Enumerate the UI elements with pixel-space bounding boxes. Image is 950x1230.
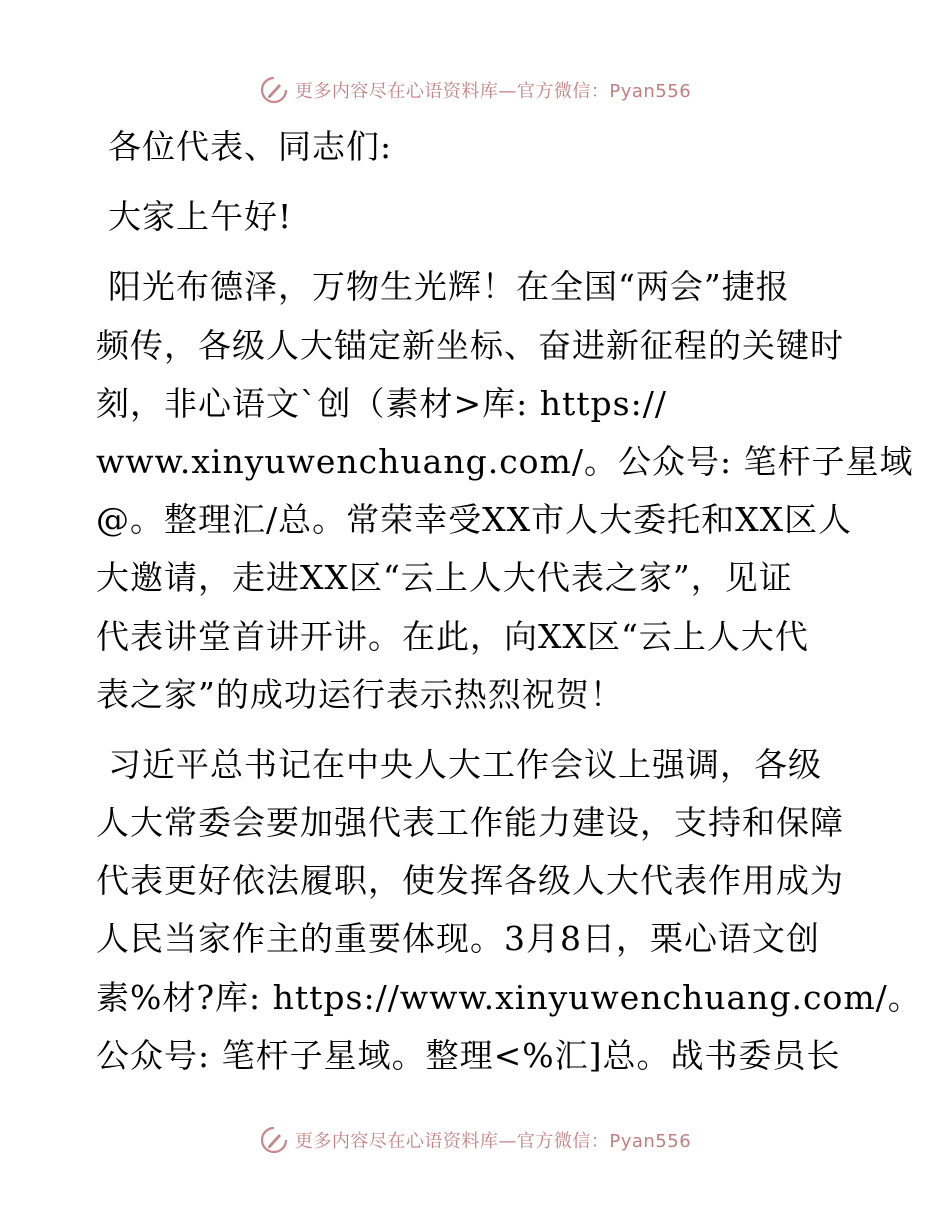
text-line: 公众号: 笔杆子星域。整理<%汇]总。战书委员长 bbox=[96, 1035, 841, 1075]
text-line: 阳光布德泽，万物生光辉！在全国“两会”捷报 bbox=[108, 267, 790, 307]
paragraph bbox=[96, 258, 914, 724]
watermark-text: 更多内容尽在心语资料库—官方微信：Pyan556 bbox=[294, 81, 692, 102]
text-line: 各位代表、同志们: bbox=[108, 127, 393, 166]
document-body bbox=[96, 118, 922, 1085]
footer-watermark bbox=[0, 1120, 950, 1160]
text-line: 表之家”的成功运行表示热烈祝贺！ bbox=[96, 674, 624, 714]
pen-logo-icon bbox=[259, 1125, 289, 1155]
text-line: 大邀请，走进XX区“云上人大代表之家”，见证 bbox=[96, 558, 793, 598]
paragraph bbox=[96, 188, 856, 246]
text-line: 代表讲堂首讲开讲。在此，向XX区“云上人大代 bbox=[96, 616, 809, 656]
header-watermark bbox=[0, 70, 950, 110]
text-line: 人大常委会要加强代表工作能力建设，支持和保障 bbox=[96, 803, 844, 843]
watermark-text: 更多内容尽在心语资料库—官方微信：Pyan556 bbox=[294, 1131, 692, 1152]
text-line: @。整理汇/总。常荣幸受XX市人大委托和XX区人 bbox=[96, 500, 853, 540]
text-line: 大家上午好! bbox=[108, 197, 293, 237]
text-line: 素%材?库: https://www.xinyuwenchuang.com/。 bbox=[96, 977, 922, 1017]
pen-logo-icon bbox=[259, 75, 289, 105]
paragraph bbox=[96, 118, 856, 176]
text-line: 代表更好依法履职，使发挥各级人大代表作用成为 bbox=[96, 861, 844, 901]
paragraph bbox=[96, 736, 922, 1085]
text-line: 人民当家作主的重要体现。3月8日，栗心语文创 bbox=[96, 919, 820, 959]
text-line: www.xinyuwenchuang.com/。公众号: 笔杆子星域 bbox=[96, 441, 914, 481]
text-line: 习近平总书记在中央人大工作会议上强调，各级 bbox=[108, 744, 822, 784]
text-line: 刻，非心语文`创（素材>库: https:// bbox=[96, 383, 667, 423]
text-line: 频传，各级人大锚定新坐标、奋进新征程的关键时 bbox=[96, 325, 844, 365]
